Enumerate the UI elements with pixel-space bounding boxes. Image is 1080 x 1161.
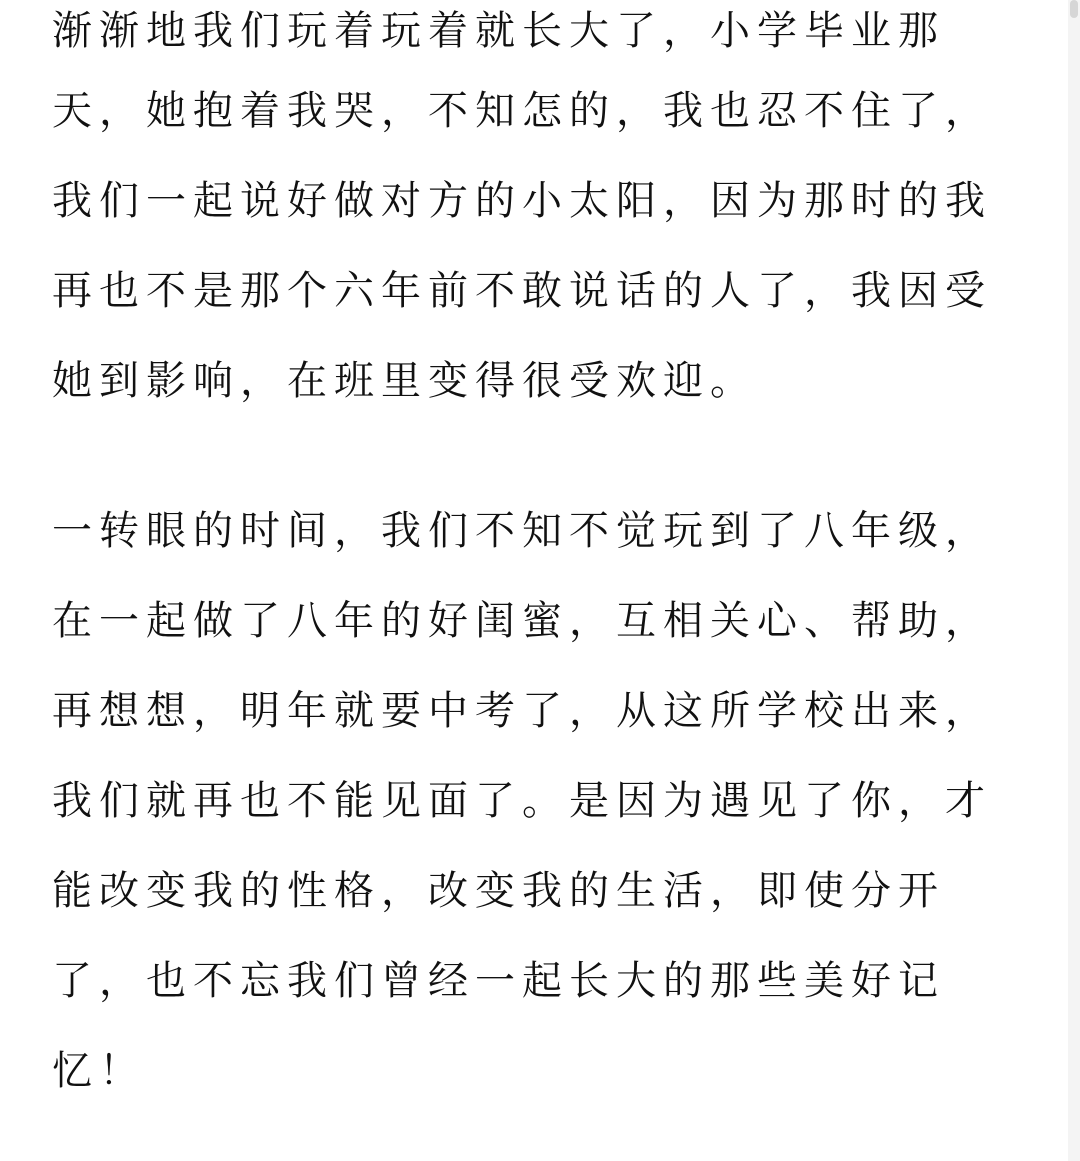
vertical-scrollbar[interactable] [1068,0,1080,1161]
text-line: 了，也不忘我们曾经一起长大的那些美好记 [52,958,945,1004]
scrollbar-thumb[interactable] [1070,0,1078,18]
text-line: 忆！ [52,1048,146,1094]
text-line: 我们一起说好做对方的小太阳，因为那时的我 [52,178,992,224]
text-line: 渐渐地我们玩着玩着就长大了，小学毕业那 [52,8,945,54]
text-line: 再也不是那个六年前不敢说话的人了，我因受 [52,268,992,314]
text-line: 天，她抱着我哭，不知怎的，我也忍不住了， [52,88,992,134]
text-line: 再想想，明年就要中考了，从这所学校出来， [52,688,992,734]
text-line: 她到影响，在班里变得很受欢迎。 [52,358,757,404]
article-content [52,0,1012,1116]
text-line: 我们就再也不能见面了。是因为遇见了你，才 [52,778,992,824]
paragraph-spacer [52,426,1012,486]
paragraph-1 [52,0,1012,426]
text-line: 在一起做了八年的好闺蜜，互相关心、帮助， [52,598,992,644]
text-line: 能改变我的性格，改变我的生活，即使分开 [52,868,945,914]
paragraph-2 [52,486,1012,1116]
text-line: 一转眼的时间，我们不知不觉玩到了八年级， [52,508,992,554]
